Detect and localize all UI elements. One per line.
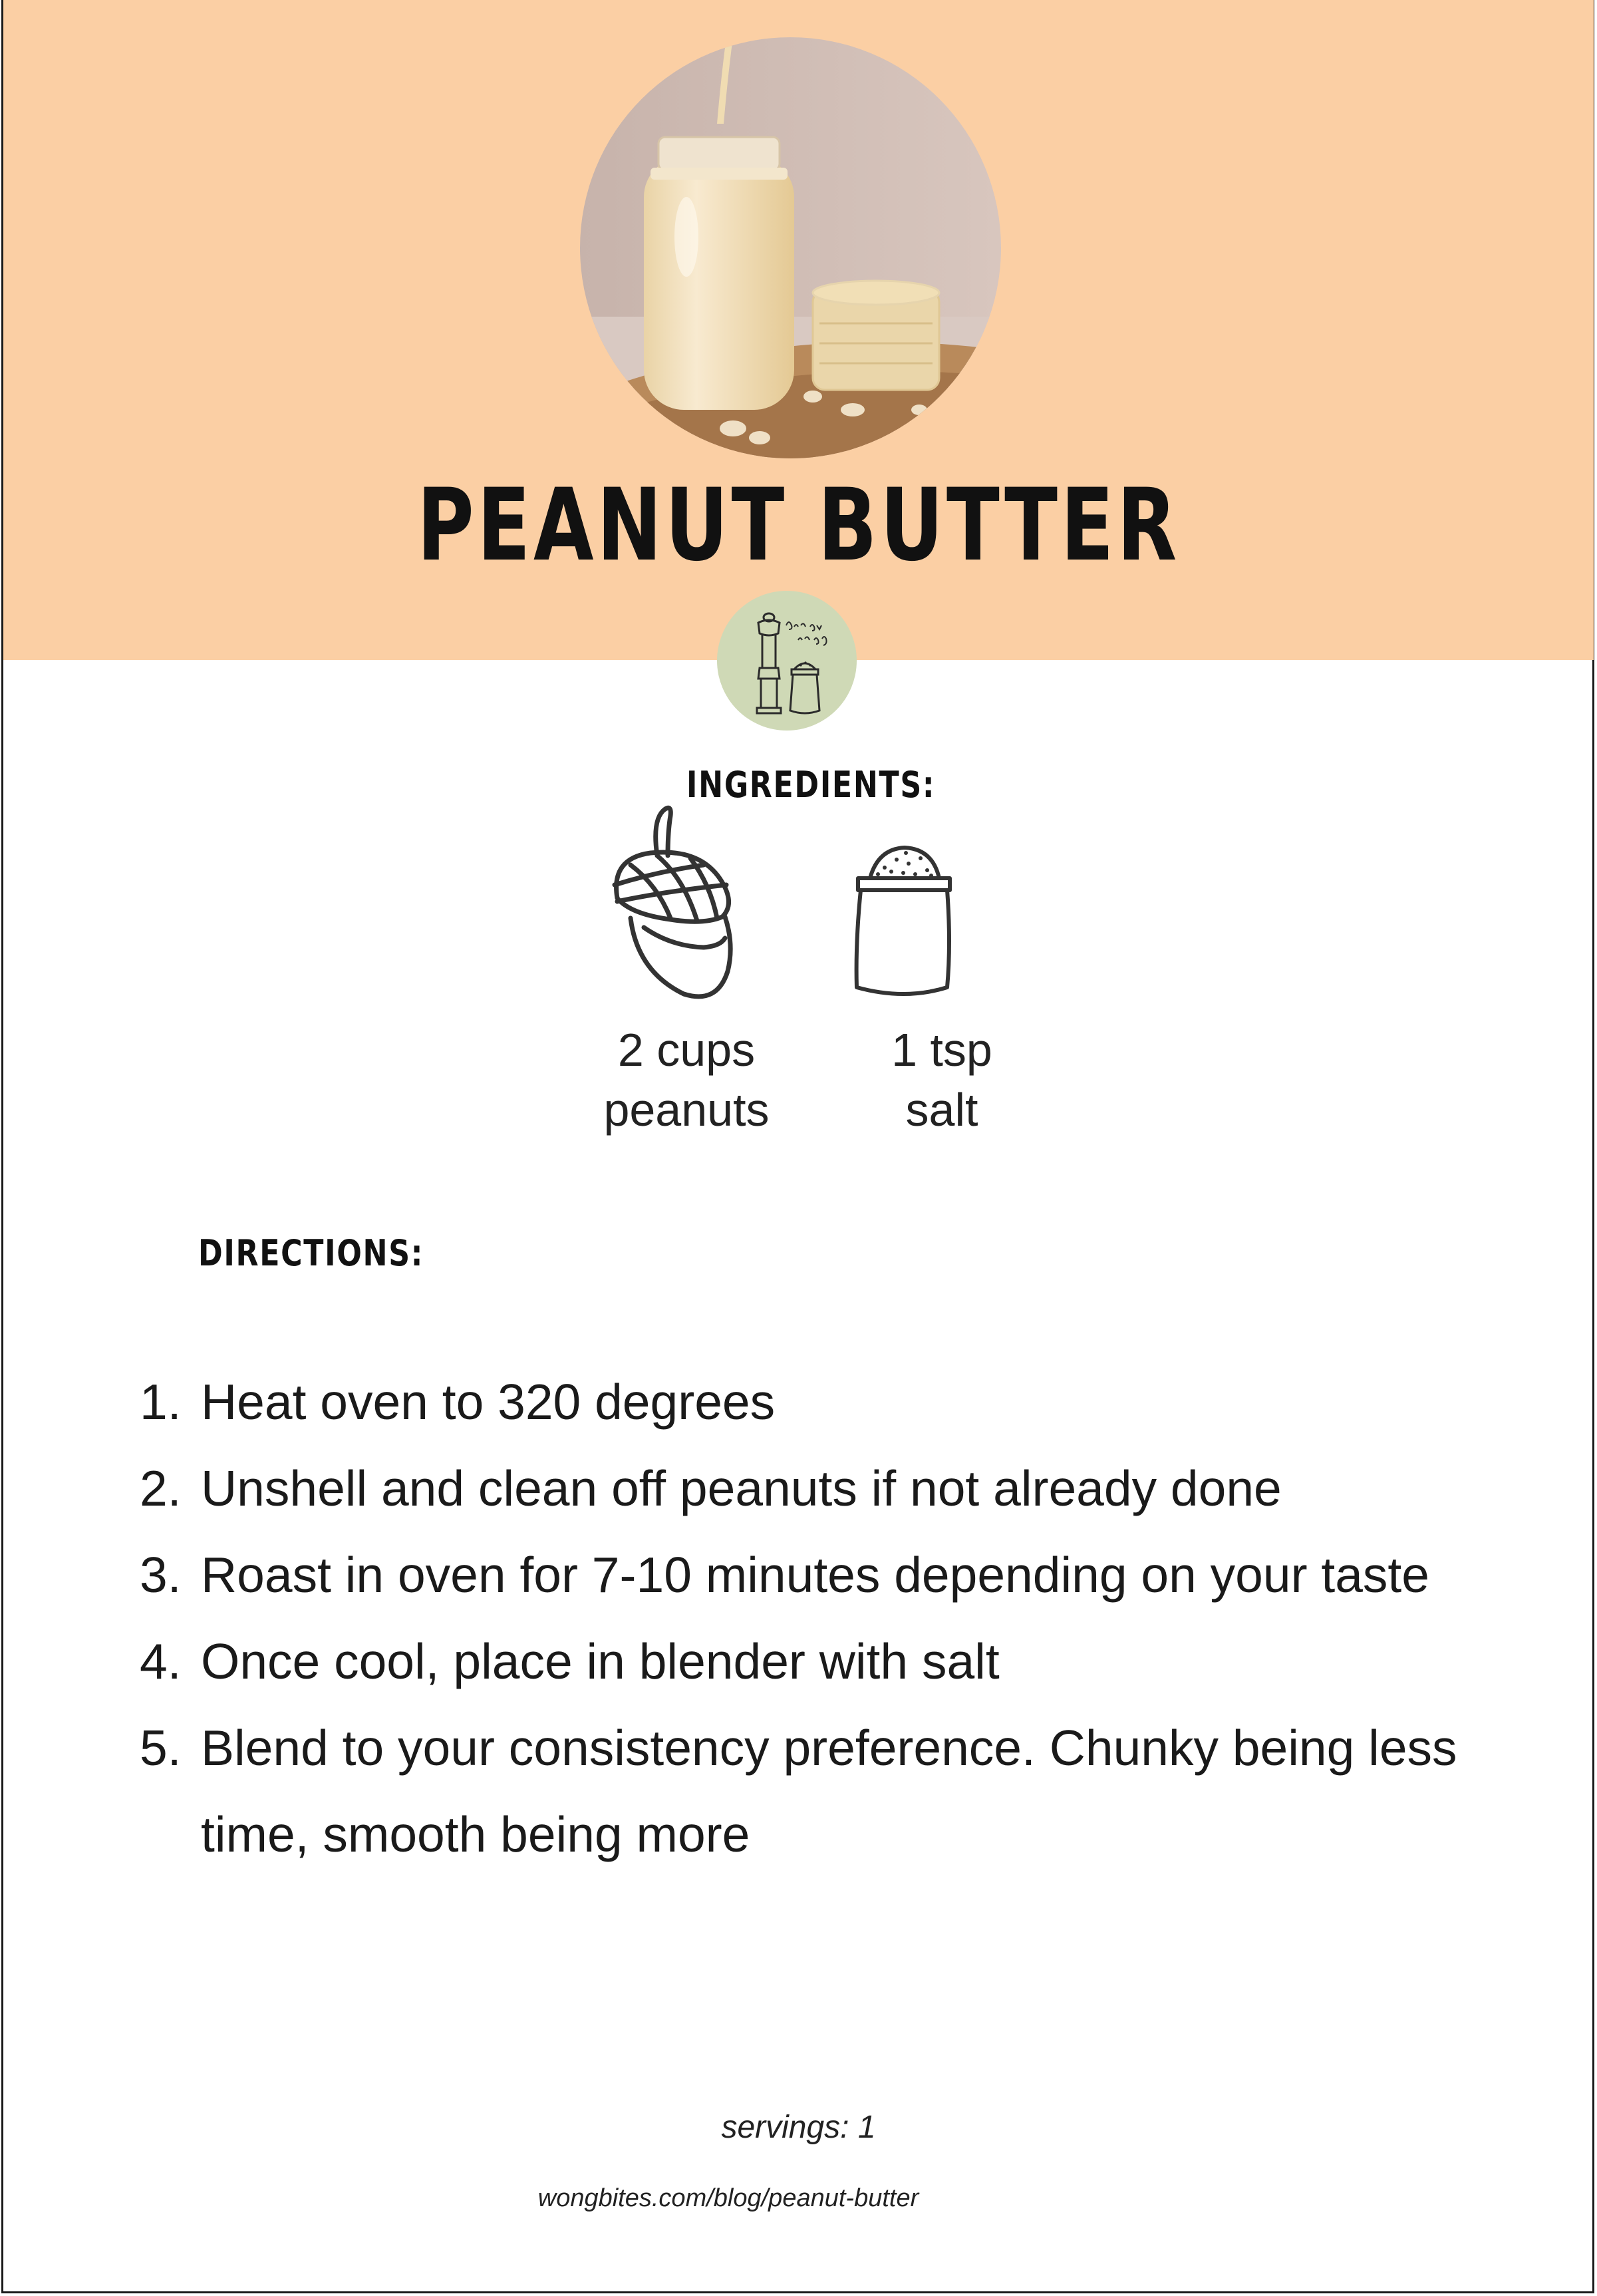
- step-text: Roast in oven for 7-10 minutes depending on your taste: [201, 1547, 1429, 1603]
- directions-list: [140, 1359, 1550, 1878]
- salt-shaker-icon: [851, 844, 958, 1003]
- step-number: 2.: [140, 1460, 182, 1516]
- ingredients-heading: INGREDIENTS:: [686, 764, 936, 806]
- direction-step: [140, 1618, 1550, 1705]
- recipe-title: PEANUT BUTTER: [416, 468, 1181, 583]
- peanut-icon: [604, 805, 744, 1005]
- ingredient-name: peanuts: [603, 1084, 770, 1136]
- step-number: 1.: [140, 1374, 182, 1430]
- step-text: Once cool, place in blender with salt: [201, 1633, 1000, 1689]
- direction-step: [140, 1359, 1550, 1445]
- ingredient-salt: [809, 1020, 1075, 1140]
- ingredient-amount: 1 tsp: [891, 1024, 992, 1076]
- step-number: 5.: [140, 1720, 182, 1776]
- ingredient-amount: 2 cups: [617, 1024, 756, 1076]
- step-text: Unshell and clean off peanuts if not already done: [201, 1460, 1282, 1516]
- source-url[interactable]: wongbites.com/blog/peanut-butter: [537, 2184, 919, 2212]
- direction-step: [140, 1705, 1550, 1878]
- directions-heading: DIRECTIONS:: [198, 1232, 424, 1274]
- step-number: 3.: [140, 1547, 182, 1603]
- ingredient-peanuts: [553, 1020, 819, 1140]
- direction-step: [140, 1445, 1550, 1532]
- ingredient-name: salt: [905, 1084, 978, 1136]
- bites-with-the-wongs-logo: [717, 591, 857, 731]
- step-text: Heat oven to 320 degrees: [201, 1374, 776, 1430]
- direction-step: [140, 1532, 1550, 1618]
- hero-photo: [580, 37, 1001, 458]
- step-text: Blend to your consistency preference. Chunky being less time, smooth being more: [201, 1720, 1457, 1862]
- step-number: 4.: [140, 1633, 182, 1689]
- servings-text: servings: 1: [721, 2110, 876, 2145]
